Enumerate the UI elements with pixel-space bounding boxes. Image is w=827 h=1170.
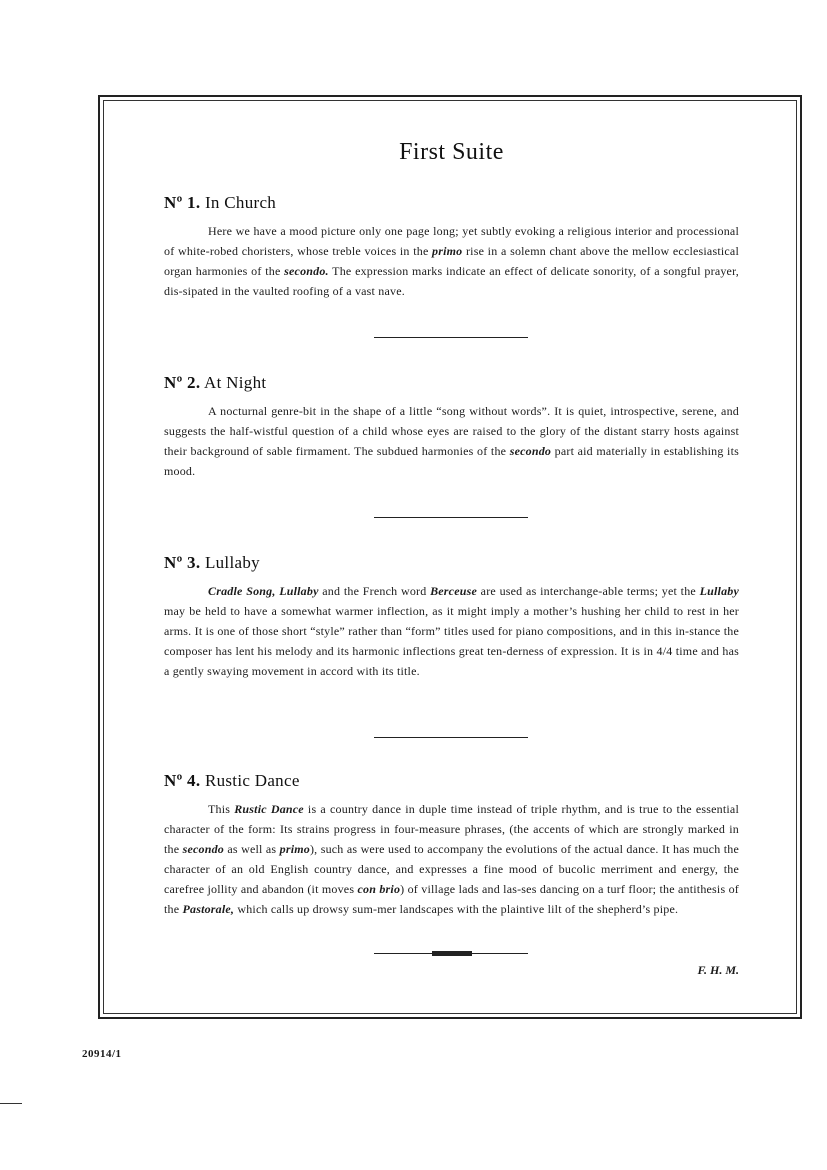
closing-ornament [374, 953, 528, 957]
section-lullaby [164, 553, 739, 681]
body-text: rise in a solemn chant above the mellow ecclesiastical organ harmonies of the [164, 244, 739, 278]
body-text: is a country dance in duple time instead of triple rhythm, and is true to the essential character of the form: Its strains progress in four-measure phrases, (the accents of which are strongly marked in the [164, 802, 739, 856]
section-body [164, 401, 739, 481]
section-at-night [164, 373, 739, 481]
emphasis-text: Berceuse [430, 584, 478, 598]
body-text: This [208, 802, 235, 816]
section-number: Nº 2. [164, 373, 201, 392]
section-divider [374, 737, 528, 738]
body-text: are used as interchange-able terms; yet the [477, 584, 700, 598]
emphasis-text: Cradle Song, Lullaby [208, 584, 319, 598]
body-text: A nocturnal genre-bit in the shape of a little “song without words”. It is quiet, introspective, serene, and suggests the half-wistful question of a child whose eyes are raised to the glory of the distant starry hosts against their background of sable firmament. The subdued harmonies of the [164, 404, 739, 458]
emphasis-text: primo [432, 244, 463, 258]
section-divider [374, 517, 528, 518]
section-body [164, 221, 739, 301]
page-frame-inner [103, 100, 797, 1014]
page-title: First Suite [399, 139, 504, 165]
section-number: Nº 4. [164, 771, 201, 790]
body-text: as well as [224, 842, 280, 856]
section-heading [164, 553, 739, 573]
section-number: Nº 1. [164, 193, 201, 212]
margin-mark [0, 1103, 22, 1104]
plate-number: 20914/1 [82, 1048, 122, 1060]
body-text: The expression marks indicate an effect of delicate sonority, of a songful prayer, dis-sipated in the vaulted roofing of a vast nave. [164, 264, 739, 298]
body-text: ), such as were used to accompany the evolutions of the actual dance. It has much the character of an old English country dance, and expresses a fine mood of bucolic merriment and energy, the carefree jollity and abandon (it moves [164, 842, 740, 896]
section-heading [164, 373, 739, 393]
section-heading [164, 771, 739, 791]
emphasis-text: Lullaby [699, 584, 740, 598]
body-text: ) of village lads and las-ses dancing on a turf floor; the antithesis of the [164, 882, 739, 916]
section-body [164, 799, 739, 919]
body-text: part aid materially in establishing its mood. [164, 444, 739, 478]
emphasis-text: secondo. [284, 264, 329, 278]
section-divider [374, 337, 528, 338]
emphasis-text: con brio [357, 882, 401, 896]
section-body [164, 581, 739, 681]
body-text: Here we have a mood picture only one page long; yet subtly evoking a religious interior and processional of white-robed choristers, whose treble voices in the [164, 224, 739, 258]
body-text: may be held to have a somewhat warmer inflection, as it might imply a mother’s hushing her child to rest in her arms. It is one of those short “style” rather than “form” titles used for piano compositions, and in this in-stance the composer has lent his melody and its harmonic inflections great ten-derness of expression. It is in 4/4 time and has a gently swaying movement in accord with its title. [164, 604, 739, 678]
section-title: At Night [204, 373, 267, 392]
emphasis-text: Pastorale, [182, 902, 235, 916]
page-frame [98, 95, 802, 1019]
section-title: Lullaby [204, 553, 260, 572]
section-rustic-dance [164, 771, 739, 919]
body-text: which calls up drowsy sum-mer landscapes with the plaintive lilt of the shepherd’s pipe. [234, 902, 679, 916]
section-title: Rustic Dance [204, 771, 300, 790]
section-number: Nº 3. [164, 553, 201, 572]
section-in-church [164, 193, 739, 301]
content-area [164, 101, 739, 1013]
emphasis-text: primo [279, 842, 310, 856]
emphasis-text: secondo [182, 842, 225, 856]
closing-bar [432, 951, 472, 956]
section-title: In Church [204, 193, 277, 212]
section-heading [164, 193, 739, 213]
emphasis-text: Rustic Dance [234, 802, 304, 816]
signature: F. H. M. [697, 963, 739, 977]
body-text: and the French word [318, 584, 431, 598]
emphasis-text: secondo [509, 444, 552, 458]
